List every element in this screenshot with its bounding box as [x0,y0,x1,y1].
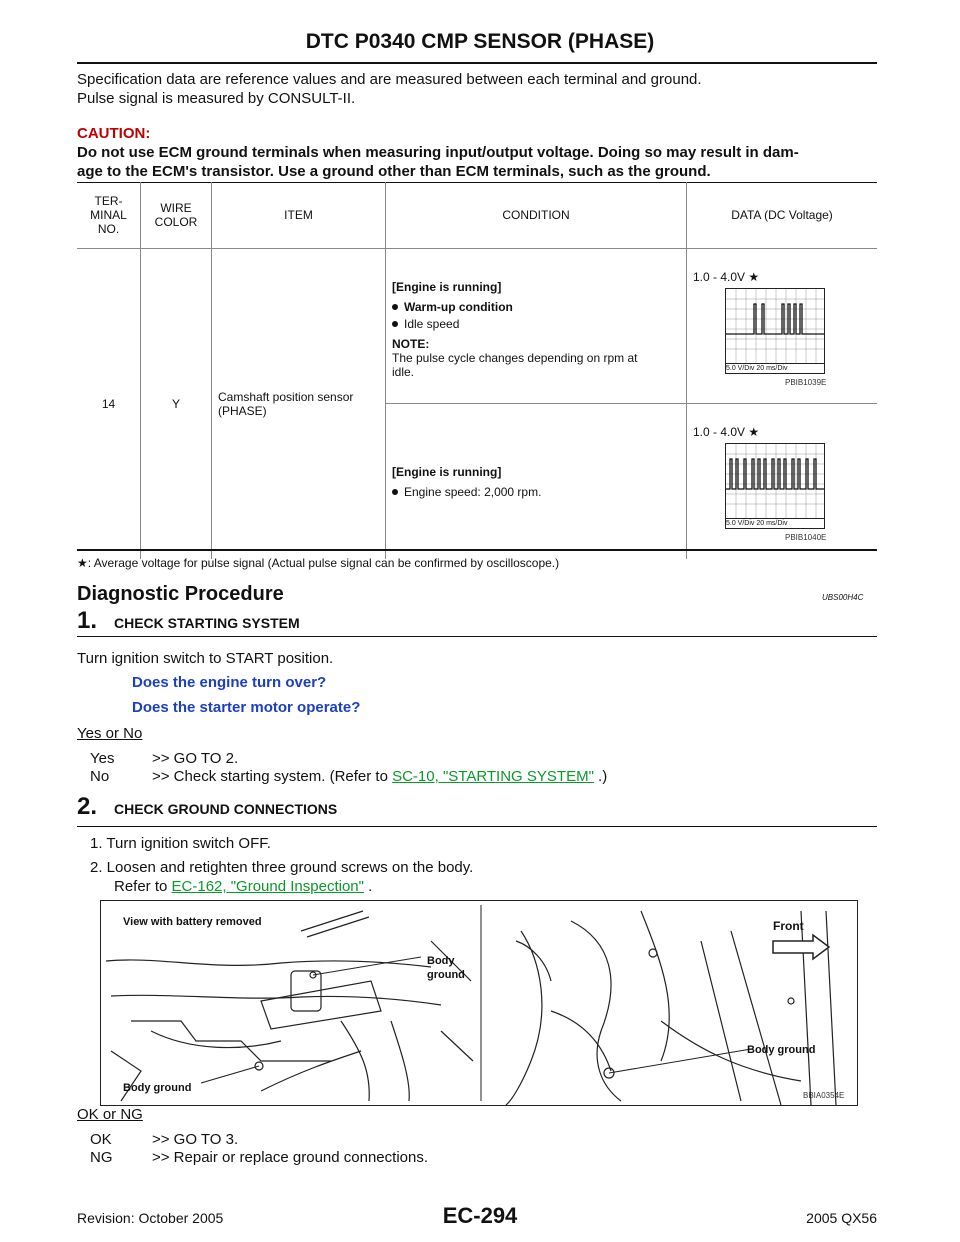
step-1-question-1: Does the engine turn over? [132,674,327,691]
terminal-cell: 14 [77,249,141,559]
step-2-ok-text: >> GO TO 3. [152,1131,239,1148]
header-item: ITEM [212,182,386,249]
step-1-yes-label: Yes [90,750,115,767]
bullet-dot-icon [392,489,398,495]
caution-heading: CAUTION: [77,125,151,142]
bullet-dot-icon [392,321,398,327]
step-2-answer-head: OK or NG [77,1106,143,1123]
figure-label-body-ground-left: Body ground [123,1082,192,1094]
bullet-dot-icon [392,304,398,310]
step-1-number: 1. [77,607,98,634]
step-1-instruction: Turn ignition switch to START position. [77,650,334,667]
figure-label-view: View with battery removed [123,916,262,928]
intro-line-1: Specification data are reference values and are measured between each terminal and ground. [77,71,702,88]
header-condition: CONDITION [386,182,687,249]
step-2-title: CHECK GROUND CONNECTIONS [114,801,338,817]
step-1-rule [77,636,877,637]
wire-cell: Y [141,249,212,559]
figure-label-front: Front [773,919,804,933]
condition-cell-1: [Engine is running] Warm-up condition Idle speed NOTE: The pulse cycle changes depending on rpm at idle. [386,249,687,404]
data-cell-1: 1.0 - 4.0V ★ 5.0 V/Div 20 ms/Div PBIB1039E [687,249,878,404]
caution-line-1: Do not use ECM ground terminals when measuring input/output voltage. Doing so may result in dam- [77,144,799,161]
star-icon: ★ [77,556,88,570]
page-number: EC-294 [442,1203,518,1228]
figure-label-body-ground-right: Body ground [747,1044,816,1056]
figure-code-3: BBIA0354E [803,1091,845,1100]
step-2-ng-text: >> Repair or replace ground connections. [152,1149,429,1166]
step-1-title: CHECK STARTING SYSTEM [114,615,300,631]
intro-line-2: Pulse signal is measured by CONSULT-II. [77,90,356,107]
figure-code-2: PBIB1040E [785,532,827,542]
condition-cell-2: [Engine is running] Engine speed: 2,000 rpm. [386,404,687,559]
step-2-rule [77,826,877,827]
step-2-item-2: 2. Loosen and retighten three ground screws on the body. [90,859,474,876]
spec-table [77,182,877,559]
step-2-number: 2. [77,793,98,820]
step-2-item-1: 1. Turn ignition switch OFF. [90,835,271,852]
header-data: DATA (DC Voltage) [731,208,833,222]
data-cell-2: 1.0 - 4.0V ★ 5.0 V/Div 20 ms/Div PBIB1040E [687,404,878,559]
step-1-no-label: No [90,768,110,785]
bullet-warmup: Warm-up condition [392,300,680,314]
step-2-refer: Refer to EC-162, "Ground Inspection" . [114,878,373,895]
ground-location-figure [100,900,858,1106]
footnote: ★: Average voltage for pulse signal (Actual pulse signal can be confirmed by oscilloscope.) [77,556,560,570]
star-icon: ★ [748,424,760,439]
bullet-engine-speed: Engine speed: 2,000 rpm. [392,485,680,499]
step-1-question-2: Does the starter motor operate? [132,699,361,716]
step-2-ng-label: NG [90,1149,113,1166]
header-terminal: TER- MINAL NO. [77,182,141,249]
step-1-answer-head: Yes or No [77,725,143,742]
header-wire-color: WIRE COLOR [141,182,212,249]
footer-model: 2005 QX56 [806,1210,877,1226]
table-bottom-rule [77,549,877,551]
oscilloscope-idle: 5.0 V/Div 20 ms/Div [725,288,825,374]
figure-label-body-ground: Body ground [427,955,465,981]
star-icon: ★ [748,269,760,284]
ground-inspection-link[interactable]: EC-162, "Ground Inspection" [171,878,364,895]
footer-revision: Revision: October 2005 [77,1210,224,1226]
starting-system-link[interactable]: SC-10, "STARTING SYSTEM" [392,768,594,785]
section-code: UBS00H4C [822,593,864,602]
oscilloscope-2000rpm: 5.0 V/Div 20 ms/Div [725,443,825,529]
caution-line-2: age to the ECM's transistor. Use a ground other than ECM terminals, such as the ground. [77,163,711,180]
figure-code-1: PBIB1039E [785,377,827,387]
title-rule [77,62,877,64]
page-title: DTC P0340 CMP SENSOR (PHASE) [305,30,655,53]
step-1-no-text: >> Check starting system. (Refer to SC-10, "STARTING SYSTEM" .) [152,768,608,785]
section-title: Diagnostic Procedure [77,583,284,605]
item-cell: Camshaft position sensor (PHASE) [212,249,386,559]
step-2-ok-label: OK [90,1131,112,1148]
bullet-idle: Idle speed [392,317,680,331]
step-1-yes-text: >> GO TO 2. [152,750,239,767]
